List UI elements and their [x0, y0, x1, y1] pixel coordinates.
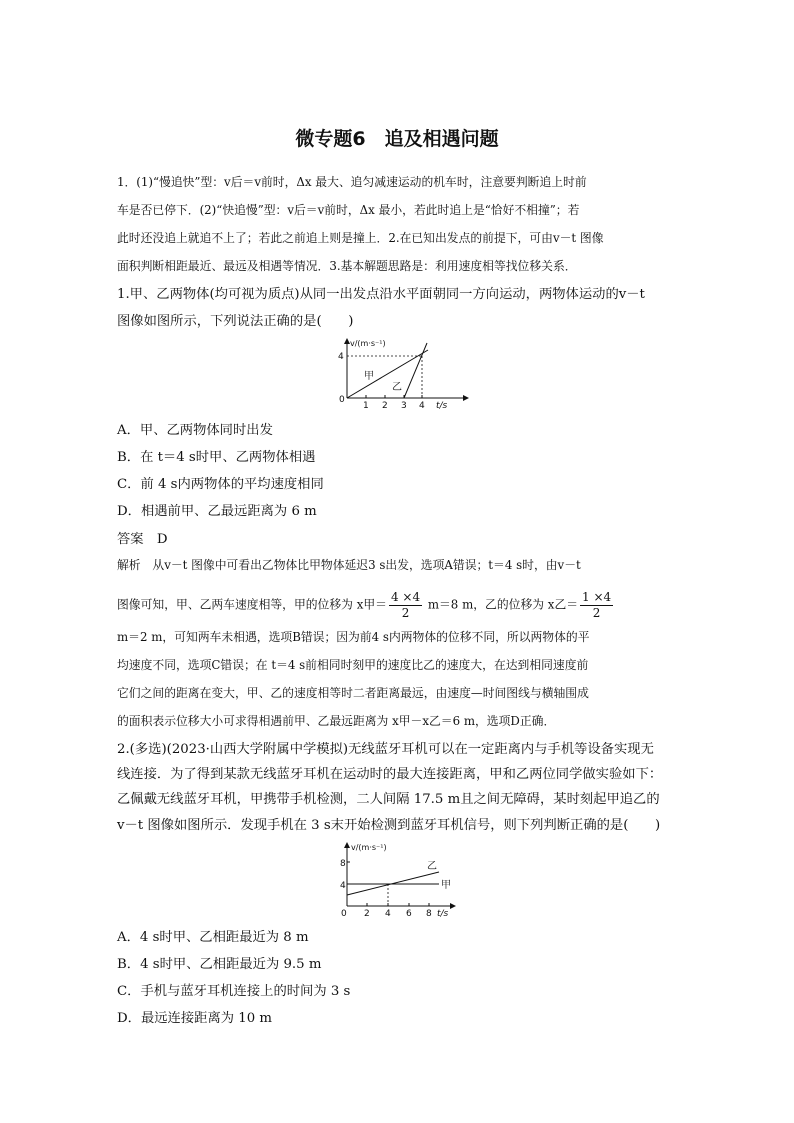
q2-origin: 0 [341, 909, 347, 919]
page-title: 微专题6 追及相遇问题 [295, 128, 499, 150]
q2-label-yi: 乙 [427, 861, 437, 872]
q2-label-jia: 甲 [441, 880, 451, 891]
q1-option-a: A．甲、乙两物体同时出发 [117, 423, 273, 438]
q2-x-tick-2: 2 [364, 909, 370, 919]
q1-x-tick-4: 4 [419, 401, 425, 411]
q2-x-tick-8: 8 [426, 909, 432, 919]
q1-x-tick-1: 1 [363, 401, 369, 411]
q2-stem-1: 2.(多选)(2023·山西大学附属中学模拟)无线蓝牙耳机可以在一定距离内与手机等设备实现无 [117, 742, 654, 757]
q1-y-axis-label: v/(m·s⁻¹) [350, 339, 386, 348]
q1-analysis-2b: m＝8 m，乙的位移为 x乙＝ [424, 597, 579, 612]
q2-y-tick-8: 8 [340, 859, 346, 869]
q2-option-b: B．4 s时甲、乙相距最近为 9.5 m [117, 957, 322, 972]
intro-line-4: 面积判断相距最近、最远及相遇等情况．3.基本解题思路是：利用速度相等找位移关系． [117, 259, 577, 273]
q2-x-tick-4: 4 [385, 909, 391, 919]
q1-analysis-1: 解析 从v－t 图像中可看出乙物体比甲物体延迟3 s出发，选项A错误；t＝4 s时，由v－t [117, 558, 581, 572]
q2-option-d: D．最远连接距离为 10 m [117, 1011, 273, 1026]
q2-option-c: C．手机与蓝牙耳机连接上的时间为 3 s [117, 984, 351, 999]
q2-x-axis-label: t/s [437, 909, 449, 919]
q1-analysis-6: 的面积表示位移大小可求得相遇前甲、乙最远距离为 x甲－x乙＝6 m，选项D正确． [117, 714, 556, 728]
q1-y-tick-4: 4 [338, 352, 344, 362]
q1-line-yi [404, 343, 427, 398]
q1-option-c: C．前 4 s内两物体的平均速度相同 [117, 477, 324, 492]
q2-x-tick-6: 6 [406, 909, 412, 919]
q2-y-tick-4: 4 [340, 881, 346, 891]
intro-line-2: 车是否已停下．(2)“快追慢”型：v后＝v前时，Δx 最小，若此时追上是“恰好不相撞”；若 [117, 203, 580, 217]
q1-vt-graph [330, 336, 480, 411]
q1-analysis-3: m＝2 m，可知两车未相遇，选项B错误；因为前4 s内两物体的位移不同，所以两物体的平 [117, 630, 590, 644]
q2-option-a: A．4 s时甲、乙相距最近为 8 m [117, 930, 309, 945]
q1-origin: 0 [339, 395, 345, 405]
q2-vt-graph [335, 840, 465, 920]
q1-stem-2: 图像如图所示，下列说法正确的是( ) [117, 314, 354, 329]
q1-answer: 答案 D [117, 532, 168, 547]
q1-fraction-yi: $\frac{1 \times 4}{2}$ [582, 590, 612, 620]
q1-x-tick-3: 3 [401, 401, 407, 411]
q2-stem-2: 线连接．为了得到某款无线蓝牙耳机在运动时的最大连接距离，甲和乙两位同学做实验如下： [117, 767, 663, 782]
q1-fraction-jia: $\frac{4 \times 4}{2}$ [390, 590, 421, 620]
q2-stem-4: v－t 图像如图所示．发现手机在 3 s末开始检测到蓝牙耳机信号，则下列判断正确的是( ) [117, 818, 661, 833]
intro-line-1: 1．(1)“慢追快”型：v后＝v前时，Δx 最大、追匀减速运动的机车时，注意要判断追上时前 [117, 175, 587, 189]
q1-option-b: B．在 t＝4 s时甲、乙两物体相遇 [117, 450, 316, 465]
q2-y-axis-label: v/(m·s⁻¹) [351, 843, 387, 852]
q1-analysis-5: 它们之间的距离在变大，甲、乙的速度相等时二者距离最远，由速度—时间图线与横轴围成 [117, 686, 589, 700]
q1-analysis-4: 均速度不同，选项C错误；在 t＝4 s前相同时刻甲的速度比乙的速度大，在达到相同速度前 [117, 658, 589, 672]
q1-line-jia [347, 350, 428, 398]
q1-analysis-2a: 图像可知，甲、乙两车速度相等，甲的位移为 x甲＝ [117, 597, 387, 612]
q2-stem-3: 乙佩戴无线蓝牙耳机，甲携带手机检测，二人间隔 17.5 m且之间无障碍，某时刻起甲追乙的 [117, 792, 660, 807]
q1-option-d: D．相遇前甲、乙最远距离为 6 m [117, 504, 317, 519]
intro-line-3: 此时还没追上就追不上了；若此之前追上则是撞上．2.在已知出发点的前提下，可由v－t 图像 [117, 231, 604, 245]
q1-x-axis-label: t/s [436, 401, 448, 411]
q1-label-yi: 乙 [392, 382, 402, 393]
q1-stem-1: 1.甲、乙两物体(均可视为质点)从同一出发点沿水平面朝同一方向运动，两物体运动的v－t [117, 287, 645, 302]
q1-x-tick-2: 2 [382, 401, 388, 411]
q1-label-jia: 甲 [364, 371, 374, 382]
